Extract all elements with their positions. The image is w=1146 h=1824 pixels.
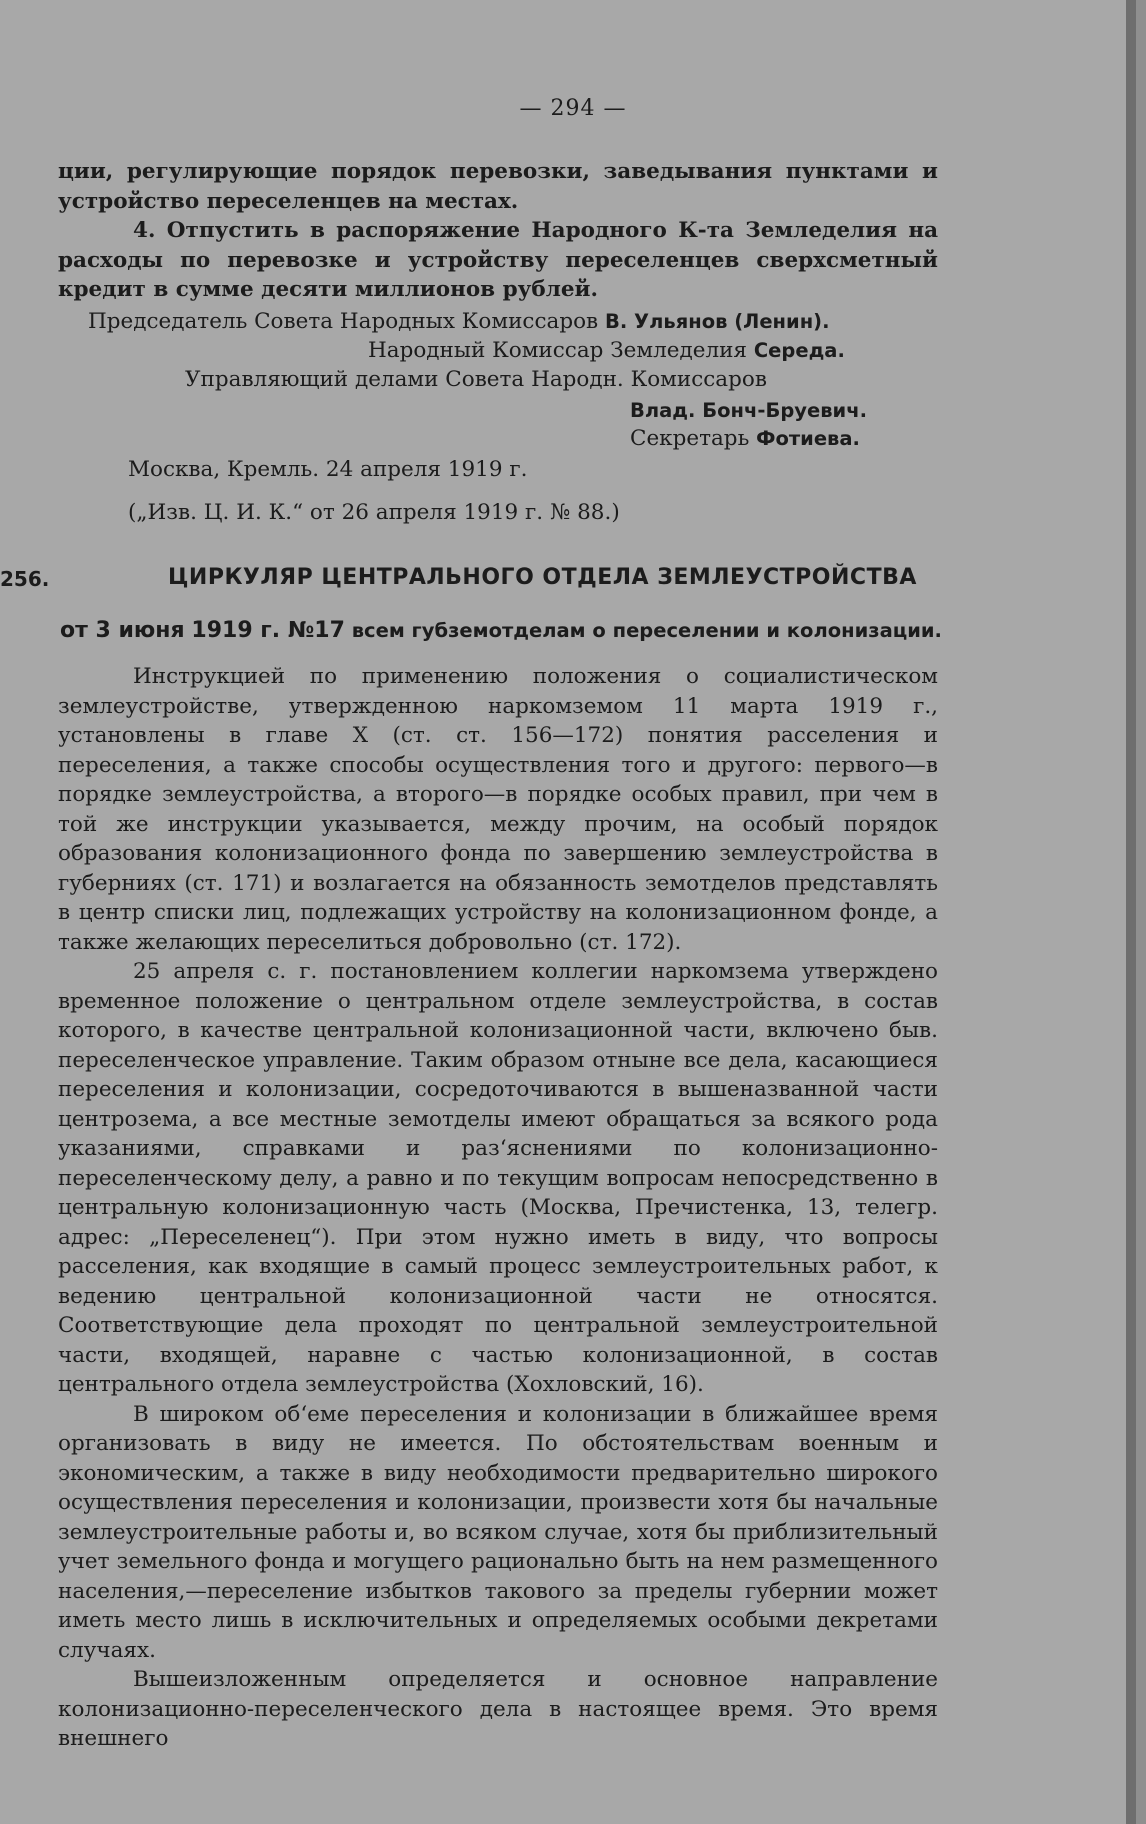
signature-commissar-name: Середа. [753, 339, 845, 362]
intro-paragraph-2: 4. Отпустить в распоряжение Народного К-та Земледелия на расходы по перевозке и устройству переселенцев сверхсметный кредит в сумме десяти миллионов рублей. [58, 218, 938, 302]
body-paragraph-2: 25 апреля с. г. постановлением коллегии наркомзема утверждено временное положение о центральном отделе землеустройства, в состав которого, в качестве центральной колонизационной части, включено быв. переселенческое управление. Таким образом отныне все дела, касающиеся переселения и колонизации, сосредоточиваются в вышеназванной части центрозема, а все местные земотделы имеют обращаться за всякого рода указаниями, справками и раз‘яснениями по колонизационно-переселенческому делу, а равно и по текущим вопросам непосредственно в центральную колонизационную часть (Москва, Пречистенка, 13, телегр. адрес: „Переселенец“). При этом нужно иметь в виду, что вопросы расселения, как входящие в самый процесс землеустроительных работ, к ведению центральной колонизационной части не относятся. Соответствующие дела проходят по центральной землеустроительной части, входящей, наравне с частью колонизационной, в состав центрального отдела землеустройства (Хохловский, 16). [58, 959, 938, 1397]
document-subtitle [60, 618, 940, 643]
intro-paragraph-1: ции, регулирующие порядок перевозки, заведывания пунктами и устройство переселенцев на местах. [58, 159, 938, 214]
signature-chairman [88, 307, 830, 337]
document-subtitle-date: от 3 июня [60, 618, 185, 643]
place-date: Москва, Кремль. 24 апреля 1919 г. [128, 457, 528, 482]
circular-body [58, 662, 938, 1754]
signature-secretary-name: Фотиева. [756, 427, 860, 450]
body-paragraph-3: В широком об‘еме переселения и колонизации в ближайшее время организовать в виду не имеется. По обстоятельствам военным и экономическим, а также в виду необходимости предварительно широкого осуществления переселения и колонизации, произвести хотя бы начальные землеустроительные работы и, во всяком случае, хотя бы приблизительный учет земельного фонда и могущего рационально быть на нем размещенного населения,—переселение избытков такового за пределы губернии может иметь место лишь в исключительных и определяемых особыми декретами случаях. [58, 1401, 938, 1663]
signature-manager-name [630, 396, 867, 426]
signature-chairman-name: В. Ульянов (Ленин). [605, 310, 830, 333]
signature-secretary [630, 424, 860, 454]
intro-text [58, 157, 938, 305]
signature-manager-name-text: Влад. Бонч-Бруевич. [630, 399, 868, 422]
source-citation: („Изв. Ц. И. К.“ от 26 апреля 1919 г. № 88.) [128, 500, 620, 525]
signature-commissar-title: Народный Комиссар Земледелия [368, 338, 747, 363]
document-title: ЦИРКУЛЯР ЦЕНТРАЛЬНОГО ОТДЕЛА ЗЕМЛЕУСТРОЙСТВА [168, 565, 917, 590]
signature-commissar [368, 336, 845, 366]
signature-manager-title: Управляющий делами Совета Народн. Комиссаров [185, 367, 767, 392]
page-edge-shadow [1126, 0, 1136, 1824]
page-number: — 294 — [519, 96, 627, 121]
signature-secretary-title: Секретарь [630, 426, 750, 451]
signature-chairman-title: Председатель Совета Народных Комиссаров [88, 309, 599, 334]
document-number: 256. [0, 567, 50, 591]
body-paragraph-1: Инструкцией по применению положения о социалистическом землеустройстве, утвержденною наркомземом 11 марта 1919 г., установлены в главе X (ст. ст. 156—172) понятия расселения и переселения, а также способы осуществления того и другого: первого—в порядке землеустройства, а второго—в порядке особых правил, при чем в той же инструкции указывается, между прочим, на особый порядок образования колонизационного фонда по завершению землеустройства в губерниях (ст. 171) и возлагается на обязанность земотделов представлять в центр списки лиц, подлежащих устройству на колонизационном фонде, а также желающих переселиться добровольно (ст. 172). [58, 664, 938, 955]
document-subtitle-addressee: всем губземотделам о переселении и колонизации. [351, 619, 942, 642]
body-paragraph-4: Вышеизложенным определяется и основное направление колонизационно-переселенческого дела в настоящее время. Это время внешнего [58, 1667, 938, 1751]
document-subtitle-number: 1919 г. №17 [191, 618, 345, 643]
